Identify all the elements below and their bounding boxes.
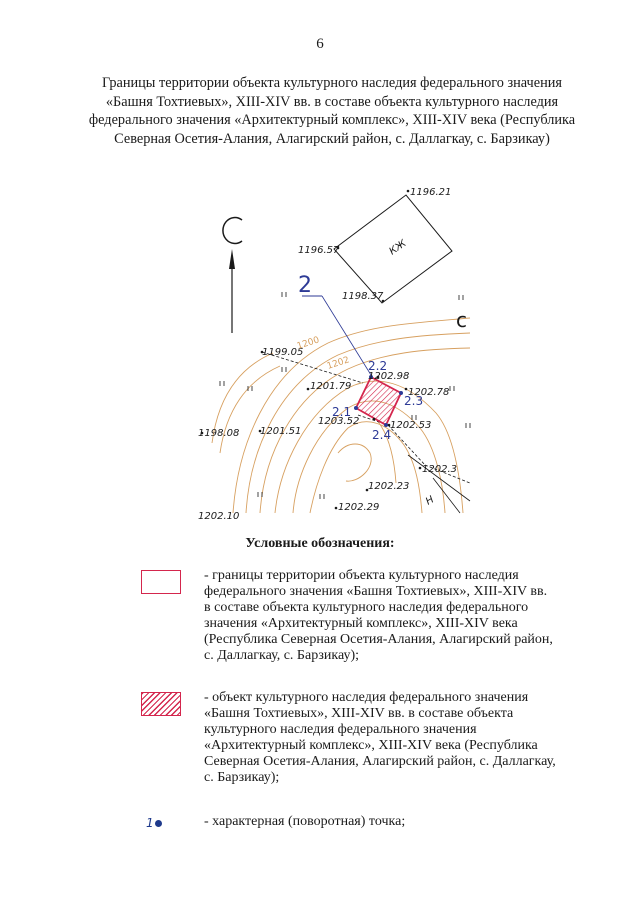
elevation-label: 1202.29 <box>338 502 380 513</box>
boundary-outline-icon <box>141 570 181 594</box>
north-arrow-c-icon <box>223 218 242 244</box>
point-label-2-1: 2.1 <box>332 405 352 419</box>
building-label: КЖ <box>387 238 409 258</box>
page-number: 6 <box>316 36 324 52</box>
elevation-label: 1201.79 <box>310 381 352 392</box>
contour-label: 1202 <box>325 355 351 372</box>
legend-line: с. Даллагкау, с. Барзикау); <box>204 648 360 663</box>
legend-text <box>204 690 604 786</box>
legend-line: - объект культурного наследия федерального значения <box>204 690 529 705</box>
point-label-2-2: 2.2 <box>368 359 388 373</box>
site-map <box>198 183 470 522</box>
legend-line: в составе объекта культурного наследия федерального <box>204 600 529 615</box>
legend-heading: Условные обозначения: <box>245 536 395 551</box>
elevation-label: 1202.98 <box>368 371 410 382</box>
point-label-2-3: 2.3 <box>404 394 424 408</box>
legend-line: Северная Осетия-Алания, Алагирский район, с. Даллагкау, <box>204 754 556 769</box>
legend-line: федерального значения «Башня Тохтиевых», XIII-XIV вв. <box>204 584 548 599</box>
elevation-label: 1202.78 <box>408 387 450 398</box>
elevation-label: 1202.23 <box>368 481 410 492</box>
turning-point <box>384 423 388 427</box>
legend-line: культурного наследия федерального значения <box>204 722 477 737</box>
legend-line: значения «Архитектурный комплекс», XIII-XIV века <box>204 616 518 631</box>
legend-text <box>204 814 604 830</box>
title-line: федерального значения «Архитектурный комплекс», XIII-XIV века (Республика <box>88 112 576 128</box>
contour-label: 1200 <box>295 335 321 352</box>
document-title <box>64 74 600 148</box>
elevation-label: 1202.10 <box>198 511 240 522</box>
turning-point-icon <box>146 814 176 830</box>
point-number: 1 <box>146 816 154 830</box>
elevation-label: 1198.37 <box>342 291 384 302</box>
elevation-label: 1203.52 <box>318 416 360 427</box>
road-label: Н <box>424 494 437 508</box>
elevation-label: 1198.08 <box>198 428 240 439</box>
legend-line: (Республика Северная Осетия-Алания, Алагирский район, <box>204 632 553 647</box>
legend-line: - границы территории объекта культурного наследия <box>204 568 519 583</box>
legend-text <box>204 568 604 664</box>
legend-line: с. Барзикау); <box>204 770 280 785</box>
legend-line: «Башня Тохтиевых», XIII-XIV вв. в составе объекта <box>204 706 514 721</box>
title-line: «Башня Тохтиевых», XIII-XIV вв. в составе объекта культурного наследия <box>105 93 559 110</box>
legend-line: - характерная (поворотная) точка; <box>204 814 406 829</box>
turning-point <box>399 391 403 395</box>
site-map-drawing <box>198 183 470 522</box>
hatched-object-icon <box>141 692 181 716</box>
elevation-label: 1196.57 <box>298 245 340 256</box>
elevation-label: 1196.21 <box>410 187 452 198</box>
point-label-2-4: 2.4 <box>372 428 392 442</box>
elevation-label: 1201.51 <box>260 426 302 437</box>
title-line: Северная Осетия-Алания, Алагирский район, с. Даллагкау, с. Барзикау) <box>114 130 550 147</box>
region-label: 2 <box>298 273 312 298</box>
map-edge-label: с <box>456 308 467 332</box>
title-line: Границы территории объекта культурного наследия федерального значения <box>102 75 562 91</box>
north-arrow-icon <box>229 249 235 269</box>
elevation-label: 1202.3 <box>422 464 457 475</box>
point-dot-icon <box>155 820 162 827</box>
spot-height-dots <box>201 190 422 510</box>
turning-point <box>354 406 358 410</box>
legend-line: «Архитектурный комплекс», XIII-XIV века (Республика <box>204 738 538 753</box>
elevation-label: 1199.05 <box>262 347 304 358</box>
elevation-label: 1202.53 <box>390 420 432 431</box>
